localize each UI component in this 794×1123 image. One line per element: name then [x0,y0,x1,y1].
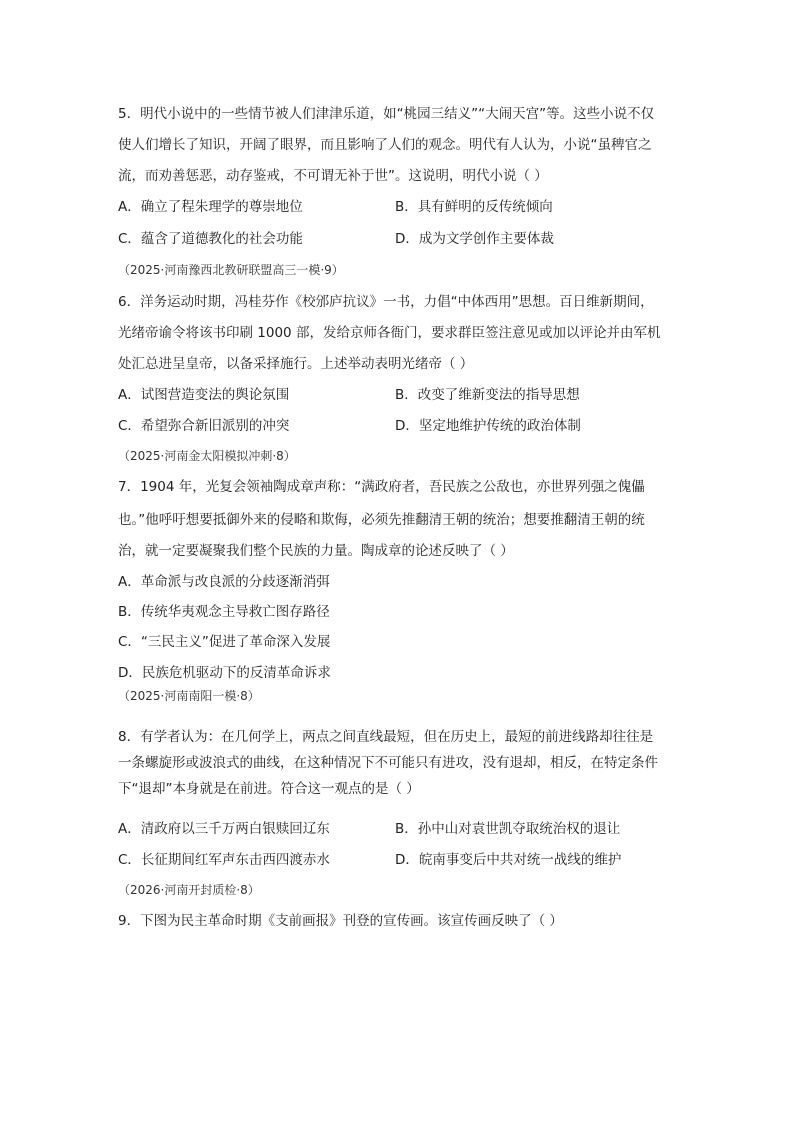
q7-stem-line-3: 治，就一定要凝聚我们整个民族的力量。陶成章的论述反映了（ ） [118,543,514,559]
q7-source: （2025·河南南阳一模·8） [118,689,260,703]
q5-option-b: B．具有鲜明的反传统倾向 [395,199,553,215]
q7-stem-line-1: 7．1904 年，光复会领袖陶成章声称：“满政府者，吾民族之公敌也，亦世界列强之傀儡 [118,479,645,495]
q6-stem-line-1: 6．洋务运动时期，冯桂芬作《校邠庐抗议》一书，力倡“中体西用”思想。百日维新期间， [118,294,654,310]
q6-stem-line-2: 光绪帝谕令将该书印刷 1000 部，发给京师各衙门，要求群臣签注意见或加以评论并由军机 [118,325,661,341]
q6-option-c: C．希望弥合新旧派别的冲突 [118,418,290,434]
q6-option-d: D．坚定地维护传统的政治体制 [395,418,581,434]
q5-option-a: A．确立了程朱理学的尊崇地位 [118,199,303,215]
q7-option-a: A．革命派与改良派的分歧逐渐消弭 [118,574,330,590]
q8-stem-line-2: 一条螺旋形或波浪式的曲线，在这种情况下不可能只有进攻，没有退却，相反，在特定条件 [118,755,658,771]
q8-stem-line-1: 8．有学者认为：在几何学上，两点之间直线最短，但在历史上，最短的前进线路却往往是 [118,729,654,745]
q5-source: （2025·河南豫西北教研联盟高三一模·9） [118,263,344,277]
q7-stem-line-2: 也。”他呼吁想要抵御外来的侵略和欺侮，必须先推翻清王朝的统治；想要推翻清王朝的统 [118,512,645,528]
q5-option-d: D．成为文学创作主要体裁 [395,231,554,247]
q8-option-c: C．长征期间红军声东击西四渡赤水 [118,852,330,868]
q9-stem-line-1: 9．下图为民主革命时期《支前画报》刊登的宣传画。该宣传画反映了（ ） [118,913,563,929]
q7-option-c: C．“三民主义”促进了革命深入发展 [118,634,331,650]
q6-option-a: A．试图营造变法的舆论氛围 [118,387,290,403]
q5-stem-line-1: 5．明代小说中的一些情节被人们津津乐道，如“桃园三结义”“大闹天宫”等。这些小说不仅 [118,106,655,122]
q8-option-a: A．清政府以三千万两白银赎回辽东 [118,821,330,837]
q6-source: （2025·河南金太阳模拟冲刺·8） [118,449,296,463]
q6-option-b: B．改变了维新变法的指导思想 [395,387,580,403]
q7-option-d: D．民族危机驱动下的反清革命诉求 [118,665,331,681]
q8-option-d: D．皖南事变后中共对统一战线的维护 [395,852,622,868]
q8-stem-line-3: 下“退却”本身就是在前进。符合这一观点的是（ ） [118,781,420,797]
q5-option-c: C．蕴含了道德教化的社会功能 [118,231,303,247]
q8-source: （2026·河南开封质检·8） [118,883,260,897]
q6-stem-line-3: 处汇总进呈皇帝，以备采择施行。上述举动表明光绪帝（ ） [118,356,474,372]
q5-stem-line-3: 流，而劝善惩恶，动存鉴戒，不可谓无补于世”。这说明，明代小说（ ） [118,168,548,184]
q7-option-b: B．传统华夷观念主导救亡图存路径 [118,604,330,620]
q8-option-b: B．孙中山对袁世凯夺取统治权的退让 [395,821,621,837]
q5-stem-line-2: 使人们增长了知识，开阔了眼界，而且影响了人们的观念。明代有人认为，小说“虽稗官之 [118,137,652,153]
